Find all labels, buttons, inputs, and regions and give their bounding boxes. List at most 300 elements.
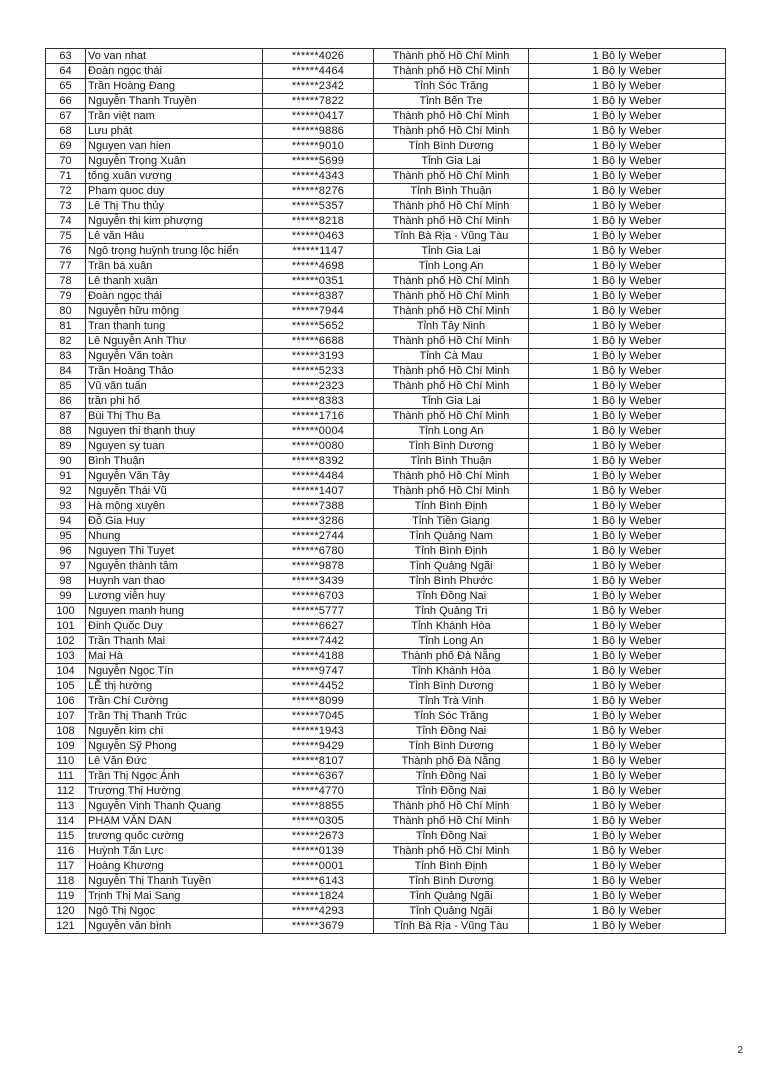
table-row (46, 634, 726, 649)
province-cell: Tỉnh Trà Vinh (374, 694, 529, 709)
masked-phone-cell: ******8383 (263, 394, 374, 409)
row-number-cell: 90 (46, 454, 86, 469)
masked-phone-cell: ******8855 (263, 799, 374, 814)
masked-phone-cell: ******4026 (263, 49, 374, 64)
province-cell: Tỉnh Bình Dương (374, 679, 529, 694)
masked-phone-cell: ******8392 (263, 454, 374, 469)
province-cell: Tỉnh Quảng Nam (374, 529, 529, 544)
winner-name-cell: Nguyen manh hung (86, 604, 263, 619)
province-cell: Thành phố Hồ Chí Minh (374, 409, 529, 424)
province-cell: Tỉnh Khánh Hòa (374, 619, 529, 634)
row-number-cell: 99 (46, 589, 86, 604)
masked-phone-cell: ******9878 (263, 559, 374, 574)
province-cell: Thành phố Hồ Chí Minh (374, 214, 529, 229)
table-row (46, 724, 726, 739)
province-cell: Tỉnh Bình Thuận (374, 454, 529, 469)
masked-phone-cell: ******0463 (263, 229, 374, 244)
province-cell: Tỉnh Bình Dương (374, 739, 529, 754)
winner-name-cell: Nguyen thi thanh thuy (86, 424, 263, 439)
row-number-cell: 65 (46, 79, 86, 94)
table-row (46, 79, 726, 94)
row-number-cell: 88 (46, 424, 86, 439)
table-row (46, 754, 726, 769)
province-cell: Tỉnh Bình Phước (374, 574, 529, 589)
winner-name-cell: Trần Hoàng Đang (86, 79, 263, 94)
prize-cell: 1 Bộ ly Weber (529, 184, 726, 199)
row-number-cell: 98 (46, 574, 86, 589)
table-row (46, 394, 726, 409)
table-row (46, 904, 726, 919)
masked-phone-cell: ******4452 (263, 679, 374, 694)
masked-phone-cell: ******4698 (263, 259, 374, 274)
province-cell: Thành phố Hồ Chí Minh (374, 799, 529, 814)
masked-phone-cell: ******3679 (263, 919, 374, 934)
table-row (46, 379, 726, 394)
table-row (46, 364, 726, 379)
winner-name-cell: Lê thanh xuân (86, 274, 263, 289)
table-row (46, 619, 726, 634)
winner-name-cell: Nguyễn Thanh Truyền (86, 94, 263, 109)
prize-cell: 1 Bộ ly Weber (529, 679, 726, 694)
prize-cell: 1 Bộ ly Weber (529, 334, 726, 349)
winner-name-cell: trương quốc cường (86, 829, 263, 844)
table-row (46, 169, 726, 184)
province-cell: Tỉnh Quảng Trị (374, 604, 529, 619)
row-number-cell: 116 (46, 844, 86, 859)
winner-name-cell: tống xuân vương (86, 169, 263, 184)
prize-cell: 1 Bộ ly Weber (529, 454, 726, 469)
table-row (46, 709, 726, 724)
prize-cell: 1 Bộ ly Weber (529, 694, 726, 709)
prize-cell: 1 Bộ ly Weber (529, 259, 726, 274)
prize-cell: 1 Bộ ly Weber (529, 664, 726, 679)
row-number-cell: 73 (46, 199, 86, 214)
masked-phone-cell: ******8218 (263, 214, 374, 229)
table-row (46, 469, 726, 484)
table-row (46, 244, 726, 259)
prize-cell: 1 Bộ ly Weber (529, 874, 726, 889)
row-number-cell: 64 (46, 64, 86, 79)
winner-name-cell: Mai Hà (86, 649, 263, 664)
province-cell: Tỉnh Đồng Nai (374, 724, 529, 739)
winner-name-cell: Trần Thị Ngọc Ánh (86, 769, 263, 784)
table-row (46, 289, 726, 304)
masked-phone-cell: ******4293 (263, 904, 374, 919)
table-row (46, 484, 726, 499)
masked-phone-cell: ******5233 (263, 364, 374, 379)
province-cell: Tỉnh Bình Dương (374, 439, 529, 454)
winner-name-cell: Lê Văn Đức (86, 754, 263, 769)
prize-cell: 1 Bộ ly Weber (529, 109, 726, 124)
prize-cell: 1 Bộ ly Weber (529, 304, 726, 319)
prize-cell: 1 Bộ ly Weber (529, 469, 726, 484)
winner-name-cell: Trần Chí Cường (86, 694, 263, 709)
row-number-cell: 114 (46, 814, 86, 829)
table-row (46, 694, 726, 709)
winner-name-cell: Trần bá xuân (86, 259, 263, 274)
prize-cell: 1 Bộ ly Weber (529, 844, 726, 859)
table-row (46, 124, 726, 139)
row-number-cell: 82 (46, 334, 86, 349)
masked-phone-cell: ******4188 (263, 649, 374, 664)
prize-cell: 1 Bộ ly Weber (529, 214, 726, 229)
masked-phone-cell: ******0139 (263, 844, 374, 859)
province-cell: Thành phố Hồ Chí Minh (374, 49, 529, 64)
prize-cell: 1 Bộ ly Weber (529, 199, 726, 214)
row-number-cell: 89 (46, 439, 86, 454)
table-row (46, 229, 726, 244)
province-cell: Tỉnh Sóc Trăng (374, 709, 529, 724)
winner-name-cell: Nhung (86, 529, 263, 544)
prize-cell: 1 Bộ ly Weber (529, 379, 726, 394)
row-number-cell: 85 (46, 379, 86, 394)
province-cell: Thành phố Hồ Chí Minh (374, 484, 529, 499)
prize-cell: 1 Bộ ly Weber (529, 169, 726, 184)
masked-phone-cell: ******0305 (263, 814, 374, 829)
province-cell: Tỉnh Bình Định (374, 859, 529, 874)
table-row (46, 604, 726, 619)
masked-phone-cell: ******7388 (263, 499, 374, 514)
row-number-cell: 80 (46, 304, 86, 319)
winner-name-cell: Ngô trọng huỳnh trung lộc hiển (86, 244, 263, 259)
winner-name-cell: Trương Thị Hường (86, 784, 263, 799)
province-cell: Thành phố Hồ Chí Minh (374, 169, 529, 184)
masked-phone-cell: ******3439 (263, 574, 374, 589)
table-row (46, 589, 726, 604)
table-row (46, 649, 726, 664)
table-row (46, 679, 726, 694)
prize-cell: 1 Bộ ly Weber (529, 724, 726, 739)
winner-name-cell: Lê văn Hâu (86, 229, 263, 244)
province-cell: Tỉnh Tây Ninh (374, 319, 529, 334)
row-number-cell: 105 (46, 679, 86, 694)
winner-name-cell: Nguyễn Văn toàn (86, 349, 263, 364)
row-number-cell: 66 (46, 94, 86, 109)
table-row (46, 49, 726, 64)
winner-name-cell: Nguyen Thi Tuyet (86, 544, 263, 559)
table-row (46, 154, 726, 169)
province-cell: Tỉnh Đồng Nai (374, 829, 529, 844)
prize-cell: 1 Bộ ly Weber (529, 559, 726, 574)
masked-phone-cell: ******1943 (263, 724, 374, 739)
prize-cell: 1 Bộ ly Weber (529, 274, 726, 289)
prize-cell: 1 Bộ ly Weber (529, 754, 726, 769)
winner-name-cell: PHẠM VĂN DAN (86, 814, 263, 829)
row-number-cell: 67 (46, 109, 86, 124)
table-row (46, 259, 726, 274)
winner-name-cell: Đinh Quốc Duy (86, 619, 263, 634)
province-cell: Tỉnh Gia Lai (374, 244, 529, 259)
province-cell: Thành phố Hồ Chí Minh (374, 844, 529, 859)
winner-name-cell: Lưu phát (86, 124, 263, 139)
masked-phone-cell: ******4343 (263, 169, 374, 184)
row-number-cell: 117 (46, 859, 86, 874)
prize-cell: 1 Bộ ly Weber (529, 124, 726, 139)
province-cell: Tỉnh Sóc Trăng (374, 79, 529, 94)
prize-cell: 1 Bộ ly Weber (529, 94, 726, 109)
table-row (46, 94, 726, 109)
prize-cell: 1 Bộ ly Weber (529, 64, 726, 79)
row-number-cell: 100 (46, 604, 86, 619)
prize-cell: 1 Bộ ly Weber (529, 814, 726, 829)
prize-cell: 1 Bộ ly Weber (529, 634, 726, 649)
row-number-cell: 95 (46, 529, 86, 544)
table-row (46, 139, 726, 154)
province-cell: Tỉnh Bà Rịa - Vũng Tàu (374, 919, 529, 934)
prize-cell: 1 Bộ ly Weber (529, 514, 726, 529)
province-cell: Tỉnh Quảng Ngãi (374, 889, 529, 904)
table-row (46, 274, 726, 289)
row-number-cell: 87 (46, 409, 86, 424)
row-number-cell: 120 (46, 904, 86, 919)
province-cell: Tỉnh Gia Lai (374, 394, 529, 409)
masked-phone-cell: ******8276 (263, 184, 374, 199)
province-cell: Tỉnh Đồng Nai (374, 769, 529, 784)
prize-cell: 1 Bộ ly Weber (529, 589, 726, 604)
prize-cell: 1 Bộ ly Weber (529, 604, 726, 619)
province-cell: Tỉnh Tiền Giang (374, 514, 529, 529)
masked-phone-cell: ******6367 (263, 769, 374, 784)
table-row (46, 514, 726, 529)
winner-name-cell: Nguyen van hien (86, 139, 263, 154)
province-cell: Tỉnh Đồng Nai (374, 784, 529, 799)
province-cell: Tỉnh Cà Mau (374, 349, 529, 364)
province-cell: Tỉnh Long An (374, 634, 529, 649)
row-number-cell: 91 (46, 469, 86, 484)
province-cell: Thành phố Hồ Chí Minh (374, 379, 529, 394)
row-number-cell: 110 (46, 754, 86, 769)
page-number: 2 (737, 1045, 743, 1056)
masked-phone-cell: ******3193 (263, 349, 374, 364)
winners-table (45, 48, 726, 934)
province-cell: Tỉnh Gia Lai (374, 154, 529, 169)
winner-name-cell: Nguyễn Trọng Xuân (86, 154, 263, 169)
masked-phone-cell: ******0001 (263, 859, 374, 874)
row-number-cell: 78 (46, 274, 86, 289)
province-cell: Tỉnh Quảng Ngãi (374, 904, 529, 919)
row-number-cell: 111 (46, 769, 86, 784)
table-row (46, 184, 726, 199)
table-row (46, 739, 726, 754)
prize-cell: 1 Bộ ly Weber (529, 439, 726, 454)
winner-name-cell: trần phi hổ (86, 394, 263, 409)
winner-name-cell: Ngô Thị Ngọc (86, 904, 263, 919)
table-row (46, 769, 726, 784)
province-cell: Tỉnh Bình Định (374, 499, 529, 514)
masked-phone-cell: ******4484 (263, 469, 374, 484)
province-cell: Tỉnh Bình Định (374, 544, 529, 559)
table-row (46, 199, 726, 214)
winner-name-cell: Nguyễn hữu mộng (86, 304, 263, 319)
masked-phone-cell: ******2342 (263, 79, 374, 94)
row-number-cell: 84 (46, 364, 86, 379)
row-number-cell: 97 (46, 559, 86, 574)
row-number-cell: 119 (46, 889, 86, 904)
winner-name-cell: Trần việt nam (86, 109, 263, 124)
masked-phone-cell: ******0417 (263, 109, 374, 124)
province-cell: Thành phố Hồ Chí Minh (374, 334, 529, 349)
winner-name-cell: Bùi Thị Thu Ba (86, 409, 263, 424)
province-cell: Tỉnh Bến Tre (374, 94, 529, 109)
table-row (46, 454, 726, 469)
province-cell: Tỉnh Bình Thuận (374, 184, 529, 199)
prize-cell: 1 Bộ ly Weber (529, 709, 726, 724)
row-number-cell: 113 (46, 799, 86, 814)
masked-phone-cell: ******5699 (263, 154, 374, 169)
table-row (46, 304, 726, 319)
masked-phone-cell: ******1147 (263, 244, 374, 259)
winner-name-cell: Nguyễn Văn Tây (86, 469, 263, 484)
winner-name-cell: Vũ văn tuấn (86, 379, 263, 394)
row-number-cell: 96 (46, 544, 86, 559)
winner-name-cell: Trịnh Thị Mai Sang (86, 889, 263, 904)
masked-phone-cell: ******9747 (263, 664, 374, 679)
masked-phone-cell: ******0004 (263, 424, 374, 439)
winner-name-cell: Nguyễn kim chi (86, 724, 263, 739)
table-row (46, 409, 726, 424)
masked-phone-cell: ******0351 (263, 274, 374, 289)
row-number-cell: 112 (46, 784, 86, 799)
table-row (46, 784, 726, 799)
masked-phone-cell: ******9886 (263, 124, 374, 139)
table-row (46, 319, 726, 334)
masked-phone-cell: ******7944 (263, 304, 374, 319)
masked-phone-cell: ******8387 (263, 289, 374, 304)
prize-cell: 1 Bộ ly Weber (529, 244, 726, 259)
row-number-cell: 107 (46, 709, 86, 724)
prize-cell: 1 Bộ ly Weber (529, 79, 726, 94)
province-cell: Thành phố Hồ Chí Minh (374, 814, 529, 829)
winner-name-cell: Huỳnh Tấn Lực (86, 844, 263, 859)
row-number-cell: 69 (46, 139, 86, 154)
winner-name-cell: Hà mộng xuyên (86, 499, 263, 514)
row-number-cell: 68 (46, 124, 86, 139)
winner-name-cell: LỄ thị hường (86, 679, 263, 694)
masked-phone-cell: ******5777 (263, 604, 374, 619)
province-cell: Thành phố Đà Nẵng (374, 649, 529, 664)
prize-cell: 1 Bộ ly Weber (529, 919, 726, 934)
province-cell: Thành phố Hồ Chí Minh (374, 364, 529, 379)
winner-name-cell: Nguyễn Thị Thanh Tuyền (86, 874, 263, 889)
table-row (46, 799, 726, 814)
winner-name-cell: Nguyen sy tuan (86, 439, 263, 454)
winner-name-cell: Nguyễn Thái Vũ (86, 484, 263, 499)
prize-cell: 1 Bộ ly Weber (529, 649, 726, 664)
masked-phone-cell: ******9010 (263, 139, 374, 154)
row-number-cell: 83 (46, 349, 86, 364)
masked-phone-cell: ******9429 (263, 739, 374, 754)
winner-name-cell: Nguyễn Ngọc Tín (86, 664, 263, 679)
masked-phone-cell: ******7822 (263, 94, 374, 109)
winner-name-cell: Trần Hoàng Thảo (86, 364, 263, 379)
table-row (46, 529, 726, 544)
winner-name-cell: Tran thanh tung (86, 319, 263, 334)
table-row (46, 889, 726, 904)
table-row (46, 664, 726, 679)
masked-phone-cell: ******7045 (263, 709, 374, 724)
province-cell: Tỉnh Bình Dương (374, 874, 529, 889)
table-row (46, 439, 726, 454)
masked-phone-cell: ******3286 (263, 514, 374, 529)
masked-phone-cell: ******2323 (263, 379, 374, 394)
masked-phone-cell: ******2673 (263, 829, 374, 844)
row-number-cell: 92 (46, 484, 86, 499)
masked-phone-cell: ******2744 (263, 529, 374, 544)
winner-name-cell: Đoàn ngọc thái (86, 64, 263, 79)
winner-name-cell: Đỗ Gia Huy (86, 514, 263, 529)
prize-cell: 1 Bộ ly Weber (529, 739, 726, 754)
prize-cell: 1 Bộ ly Weber (529, 574, 726, 589)
province-cell: Thành phố Hồ Chí Minh (374, 304, 529, 319)
prize-cell: 1 Bộ ly Weber (529, 349, 726, 364)
masked-phone-cell: ******6143 (263, 874, 374, 889)
masked-phone-cell: ******6703 (263, 589, 374, 604)
province-cell: Tỉnh Khánh Hòa (374, 664, 529, 679)
prize-cell: 1 Bộ ly Weber (529, 889, 726, 904)
row-number-cell: 108 (46, 724, 86, 739)
province-cell: Thành phố Hồ Chí Minh (374, 289, 529, 304)
province-cell: Thành phố Hồ Chí Minh (374, 64, 529, 79)
winner-name-cell: Vo van nhat (86, 49, 263, 64)
table-row (46, 349, 726, 364)
winner-name-cell: Nguyễn thành tâm (86, 559, 263, 574)
row-number-cell: 121 (46, 919, 86, 934)
table-row (46, 814, 726, 829)
province-cell: Tỉnh Long An (374, 424, 529, 439)
province-cell: Tỉnh Bà Rịa - Vũng Tàu (374, 229, 529, 244)
masked-phone-cell: ******6688 (263, 334, 374, 349)
masked-phone-cell: ******6780 (263, 544, 374, 559)
masked-phone-cell: ******8107 (263, 754, 374, 769)
table-row (46, 874, 726, 889)
masked-phone-cell: ******1407 (263, 484, 374, 499)
row-number-cell: 81 (46, 319, 86, 334)
table-row (46, 919, 726, 934)
table-row (46, 334, 726, 349)
masked-phone-cell: ******8099 (263, 694, 374, 709)
table-row (46, 544, 726, 559)
prize-cell: 1 Bộ ly Weber (529, 289, 726, 304)
prize-cell: 1 Bộ ly Weber (529, 799, 726, 814)
row-number-cell: 115 (46, 829, 86, 844)
table-row (46, 499, 726, 514)
prize-cell: 1 Bộ ly Weber (529, 154, 726, 169)
row-number-cell: 74 (46, 214, 86, 229)
prize-cell: 1 Bộ ly Weber (529, 529, 726, 544)
winner-name-cell: Trần Thị Thanh Trúc (86, 709, 263, 724)
masked-phone-cell: ******5652 (263, 319, 374, 334)
prize-cell: 1 Bộ ly Weber (529, 859, 726, 874)
prize-cell: 1 Bộ ly Weber (529, 829, 726, 844)
province-cell: Thành phố Hồ Chí Minh (374, 109, 529, 124)
masked-phone-cell: ******4770 (263, 784, 374, 799)
row-number-cell: 109 (46, 739, 86, 754)
row-number-cell: 118 (46, 874, 86, 889)
masked-phone-cell: ******6627 (263, 619, 374, 634)
table-row (46, 574, 726, 589)
prize-cell: 1 Bộ ly Weber (529, 229, 726, 244)
province-cell: Tỉnh Long An (374, 259, 529, 274)
row-number-cell: 76 (46, 244, 86, 259)
province-cell: Tỉnh Bình Dương (374, 139, 529, 154)
table-row (46, 829, 726, 844)
table-row (46, 559, 726, 574)
prize-cell: 1 Bộ ly Weber (529, 424, 726, 439)
row-number-cell: 93 (46, 499, 86, 514)
table-row (46, 844, 726, 859)
prize-cell: 1 Bộ ly Weber (529, 619, 726, 634)
province-cell: Thành phố Hồ Chí Minh (374, 274, 529, 289)
